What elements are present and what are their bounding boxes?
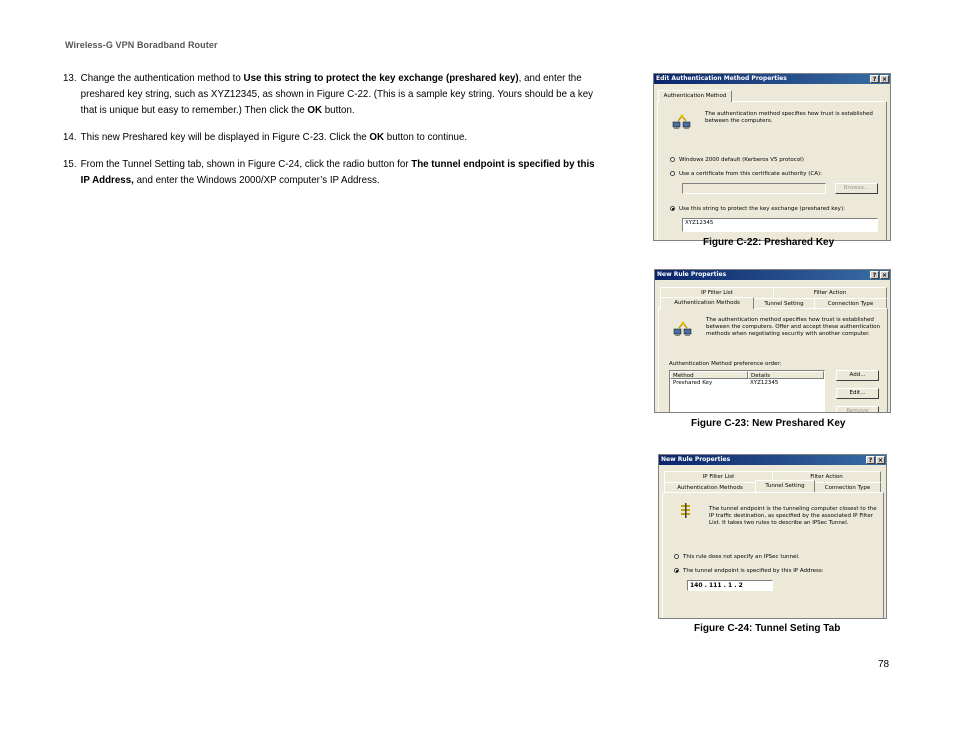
- browse-button[interactable]: Browse...: [835, 183, 878, 194]
- dialog-title: New Rule Properties: [661, 456, 731, 463]
- tab-connection-type[interactable]: Connection Type: [814, 298, 887, 309]
- figure-c23-caption: Figure C-23: New Preshared Key: [691, 418, 846, 429]
- dialog-title: New Rule Properties: [657, 271, 727, 278]
- preshared-key-label: Use this string to protect the key exchange (preshared key):: [679, 206, 845, 212]
- tab-ip-filter-list[interactable]: IP Filter List: [664, 471, 773, 482]
- step-text: button.: [322, 104, 355, 116]
- tunnel-description: The tunnel endpoint is the tunneling computer closest to the IP traffic destination, as specified by the associated IP Filter List. It takes two rules to describe an IPSec Tunnel.: [709, 506, 877, 526]
- network-computers-icon: [672, 114, 692, 132]
- instruction-steps: [63, 70, 595, 199]
- tab-filter-action[interactable]: Filter Action: [773, 287, 887, 298]
- dialog-titlebar: [655, 270, 890, 280]
- running-header: Wireless-G VPN Boradband Router: [65, 40, 218, 50]
- tab-authentication-method[interactable]: Authentication Method: [658, 90, 732, 102]
- step-number: 13.: [63, 72, 77, 84]
- list-row-details[interactable]: XYZ12345: [750, 380, 779, 386]
- step-bold-text: Use this string to protect the key exchange (preshared key): [243, 72, 519, 84]
- help-button[interactable]: ?: [870, 75, 879, 83]
- no-tunnel-label: This rule does not specify an IPSec tunnel.: [683, 554, 800, 560]
- remove-button[interactable]: Remove: [836, 406, 879, 413]
- close-button[interactable]: ×: [881, 272, 888, 279]
- tab-filter-action[interactable]: Filter Action: [772, 471, 881, 482]
- add-button[interactable]: Add...: [836, 370, 879, 381]
- auth-description: The authentication method specifies how trust is established between the computers. Offer and accept these authentication methods when negotiating security with another computer.: [706, 317, 881, 337]
- certificate-field[interactable]: [682, 183, 826, 194]
- step-15: [63, 156, 601, 188]
- step-text: From the Tunnel Setting tab, shown in Figure C-24, click the radio button for: [80, 158, 412, 170]
- page-number: 78: [878, 659, 890, 670]
- figure-c22-caption: Figure C-22: Preshared Key: [703, 237, 835, 248]
- dialog-title: Edit Authentication Method Properties: [656, 75, 787, 82]
- tab-panel: [658, 308, 888, 413]
- step-number: 15.: [63, 158, 77, 170]
- certificate-label: Use a certificate from this certificate authority (CA):: [679, 171, 823, 177]
- network-computers-icon: [673, 321, 693, 339]
- step-bold-text: OK: [307, 104, 323, 116]
- step-text: Change the authentication method to: [80, 72, 244, 84]
- preshared-key-radio[interactable]: [670, 206, 675, 211]
- figure-c23-dialog: [654, 269, 891, 413]
- tab-ip-filter-list[interactable]: IP Filter List: [660, 287, 774, 298]
- tunnel-endpoint-radio[interactable]: [674, 568, 679, 573]
- step-text: and enter the Windows 2000/XP computer’s IP Address.: [133, 174, 380, 186]
- tunnel-endpoint-label: The tunnel endpoint is specified by this IP Address:: [683, 568, 824, 574]
- step-bold-text: OK: [369, 131, 385, 143]
- step-14: [63, 129, 601, 145]
- tab-tunnel-setting[interactable]: Tunnel Setting: [753, 298, 815, 309]
- help-button[interactable]: ?: [866, 456, 875, 464]
- close-button[interactable]: ×: [877, 457, 884, 464]
- tab-authentication-methods[interactable]: Authentication Methods: [664, 482, 756, 493]
- certificate-radio[interactable]: [670, 171, 675, 176]
- tab-tunnel-setting[interactable]: Tunnel Setting: [755, 480, 815, 492]
- dialog-titlebar: [654, 74, 890, 84]
- step-13: [63, 70, 601, 118]
- edit-button[interactable]: Edit...: [836, 388, 879, 399]
- list-row-method[interactable]: Preshared Key: [673, 380, 713, 386]
- figure-c22-dialog: [653, 73, 891, 241]
- kerberos-label: Windows 2000 default (Kerberos V5 protocol): [679, 157, 804, 163]
- tab-panel: [662, 492, 884, 619]
- close-button[interactable]: ×: [881, 76, 888, 83]
- tab-connection-type[interactable]: Connection Type: [814, 482, 881, 493]
- preshared-key-input[interactable]: XYZ12345: [682, 218, 878, 232]
- figure-c24-dialog: [658, 454, 887, 619]
- step-bold-text: The tunnel endpoint is specified by this IP Address,: [80, 158, 595, 186]
- dialog-titlebar: [659, 455, 886, 465]
- no-tunnel-radio[interactable]: [674, 554, 679, 559]
- ip-address-input[interactable]: 140 . 111 . 1 . 2: [687, 580, 773, 591]
- tab-authentication-methods[interactable]: Authentication Methods: [660, 297, 754, 309]
- step-number: 14.: [63, 131, 77, 143]
- step-text: , and enter the preshared key string, such as XYZ12345, as shown in Figure C-22. (This is a sample key string. Yours should be a key that is unique but easy to remember.) Then click the: [80, 72, 594, 116]
- kerberos-radio[interactable]: [670, 157, 675, 162]
- column-header-method[interactable]: Method: [670, 371, 748, 379]
- preference-order-label: Authentication Method preference order:: [669, 361, 782, 367]
- auth-methods-list[interactable]: [669, 370, 825, 413]
- step-text: button to continue.: [384, 131, 468, 143]
- column-header-details[interactable]: Details: [748, 371, 824, 379]
- figure-c24-caption: Figure C-24: Tunnel Seting Tab: [694, 623, 841, 634]
- tunnel-endpoint-icon: [679, 503, 693, 519]
- auth-description: The authentication method specifies how trust is established between the computers.: [705, 111, 873, 124]
- tab-panel: [657, 101, 887, 241]
- step-text: This new Preshared key will be displayed in Figure C-23. Click the: [80, 131, 370, 143]
- help-button[interactable]: ?: [870, 271, 879, 279]
